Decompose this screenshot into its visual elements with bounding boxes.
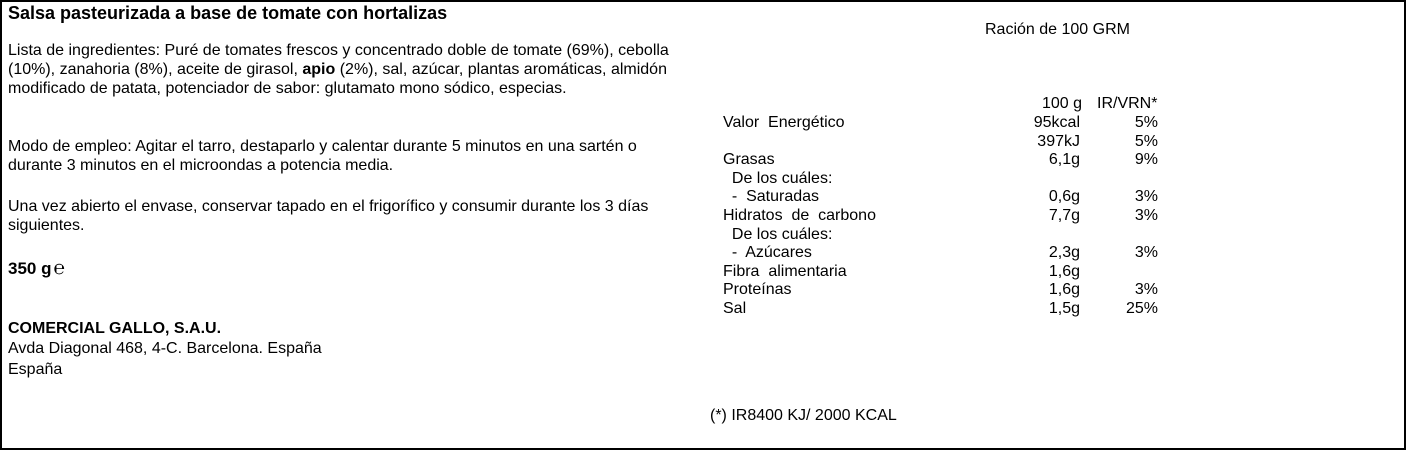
nutrient-ref-intake: 5% <box>1134 133 1158 150</box>
nutrient-amount: 2,3g <box>1048 244 1080 261</box>
nutrient-amount: 397kJ <box>1037 133 1080 150</box>
nutrient-amount: 1,6g <box>1048 281 1080 298</box>
company-address: Avda Diagonal 468, 4-C. Barcelona. España <box>8 340 322 357</box>
allergen-celery: apio <box>302 61 336 78</box>
nutrient-label: Proteínas <box>723 281 792 298</box>
nutrient-label: - Saturadas <box>723 188 820 205</box>
nutrient-label: Fibra alimentaria <box>723 263 847 280</box>
nutrient-label: Valor Energético <box>723 114 845 131</box>
net-weight <box>8 259 65 278</box>
company-country: España <box>8 361 63 378</box>
footnote: (*) IR8400 KJ/ 2000 KCAL <box>710 407 897 424</box>
ingredients-suffix: (2%), sal, azúcar, plantas aromáticas, almidón modificado de patata, potenciador de sabor: glutamato mono sódico, especias. <box>8 61 667 97</box>
ingredients-text <box>8 41 688 98</box>
storage-instructions: Una vez abierto el envase, conservar tapado en el frigorífico y consumir durante los 3 días siguientes. <box>8 198 649 234</box>
nutrient-label: Sal <box>723 300 747 317</box>
nutrient-ref-intake: 25% <box>1125 300 1158 317</box>
nutrient-label: Grasas <box>723 151 775 168</box>
product-title: Salsa pasteurizada a base de tomate con hortalizas <box>8 3 448 23</box>
column-header-amount: 100 g <box>1041 95 1082 112</box>
nutrient-amount: 1,6g <box>1048 263 1080 280</box>
net-weight-value: 350 g <box>8 259 52 278</box>
nutrient-ref-intake: 3% <box>1134 207 1158 224</box>
nutrient-ref-intake: 3% <box>1134 281 1158 298</box>
nutrient-amount: 1,5g <box>1048 300 1080 317</box>
nutrient-label: Hidratos de carbono <box>723 207 876 224</box>
estimated-sign-icon: ℮ <box>53 257 65 279</box>
nutrient-label: De los cuáles: <box>723 170 833 187</box>
ingredients-prefix: Lista de ingredientes: Puré de tomates frescos y concentrado doble de tomate (69%), cebolla (10%), zanahoria (8%), aceite de girasol, <box>8 42 669 78</box>
nutrient-ref-intake: 5% <box>1134 114 1158 131</box>
nutrient-amount: 0,6g <box>1048 188 1080 205</box>
column-header-ref: IR/VRN* <box>1097 95 1158 112</box>
nutrient-label: - Azúcares <box>723 244 812 261</box>
nutrient-ref-intake: 3% <box>1134 188 1158 205</box>
nutrient-ref-intake: 3% <box>1134 244 1158 261</box>
usage-instructions: Modo de empleo: Agitar el tarro, destaparlo y calentar durante 5 minutos en una sartén o durante 3 minutos en el microondas a potencia media. <box>8 138 637 174</box>
serving-size: Ración de 100 GRM <box>985 21 1130 38</box>
nutrient-label: De los cuáles: <box>723 226 833 243</box>
nutrient-amount: 95kcal <box>1033 114 1080 131</box>
nutrient-ref-intake: 9% <box>1134 151 1158 168</box>
nutrient-amount: 6,1g <box>1048 151 1080 168</box>
company-name: COMERCIAL GALLO, S.A.U. <box>8 320 222 337</box>
nutrient-amount: 7,7g <box>1048 207 1080 224</box>
